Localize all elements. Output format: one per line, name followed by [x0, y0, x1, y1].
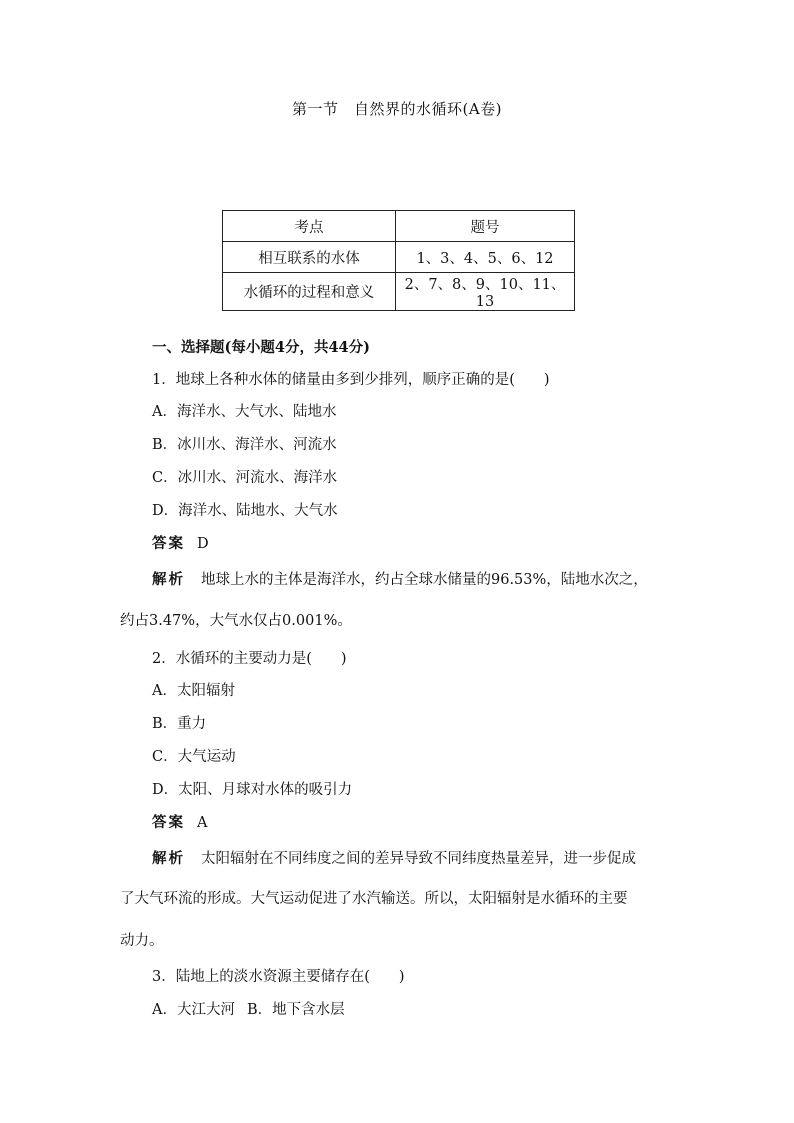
analysis-text: 地球上水的主体是海洋水，约占全球水储量的96.53%，陆地水次之， [201, 572, 648, 588]
question-1-answer [152, 532, 209, 553]
question-3-stem: 3．陆地上的淡水资源主要储存在( ) [152, 969, 405, 985]
section-heading: 一、选择题(每小题4分，共44分) [152, 339, 370, 356]
question-2-analysis-cont: 了大气环流的形成。大气运动促进了水汽输送。所以，太阳辐射是水循环的主要 [120, 891, 628, 907]
answer-value: A [197, 815, 208, 831]
table-cell: 相互联系的水体 [223, 242, 396, 273]
table-cell: 水循环的过程和意义 [223, 273, 396, 311]
question-2-analysis [152, 847, 636, 868]
question-1-option-d: D．海洋水、陆地水、大气水 [152, 503, 338, 519]
question-2-stem: 2．水循环的主要动力是( ) [152, 651, 347, 667]
question-3-options [152, 998, 345, 1019]
analysis-label: 解析 [152, 571, 185, 588]
question-2-analysis-cont: 动力。 [120, 933, 164, 949]
question-1-option-c: C．冰川水、河流水、海洋水 [152, 470, 338, 486]
question-1-stem: 1．地球上各种水体的储量由多到少排列，顺序正确的是( ) [152, 372, 550, 388]
table-header-cell: 考点 [223, 211, 396, 242]
table-header-cell: 题号 [396, 211, 575, 242]
topic-table [222, 210, 575, 311]
table-row [223, 273, 575, 311]
question-1-option-a: A．海洋水、大气水、陆地水 [152, 404, 337, 420]
analysis-label: 解析 [152, 850, 185, 867]
table-cell: 1、3、4、5、6、12 [396, 242, 575, 273]
question-3-option-a: A．大江大河 [152, 1002, 235, 1018]
question-2-answer [152, 811, 207, 832]
question-2-option-d: D．太阳、月球对水体的吸引力 [152, 782, 353, 798]
table-row [223, 242, 575, 273]
question-2-option-b: B．重力 [152, 716, 207, 732]
answer-label: 答案 [152, 814, 185, 831]
page-title: 第一节 自然界的水循环(A卷) [291, 100, 503, 118]
table-header-row [223, 211, 575, 242]
question-1-analysis-cont: 约占3.47%，大气水仅占0.001%。 [120, 613, 352, 629]
question-3-option-b: B．地下含水层 [246, 1002, 345, 1018]
question-2-option-c: C．大气运动 [152, 749, 236, 765]
question-2-option-a: A．太阳辐射 [152, 683, 235, 699]
analysis-text: 太阳辐射在不同纬度之间的差异导致不同纬度热量差异，进一步促成 [201, 851, 636, 867]
answer-label: 答案 [152, 535, 185, 552]
question-1-analysis [152, 568, 648, 589]
question-1-option-b: B．冰川水、海洋水、河流水 [152, 437, 337, 453]
table-cell: 2、7、8、9、10、11、13 [396, 273, 575, 311]
answer-value: D [197, 536, 209, 552]
